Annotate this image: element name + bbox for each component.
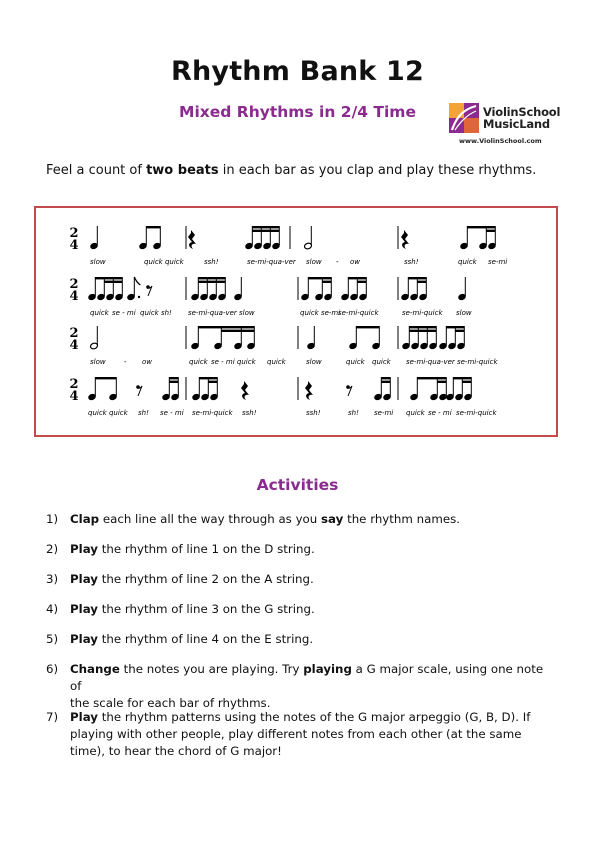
rhythm-notation (36, 208, 556, 435)
intro-text: Feel a count of two beats in each bar as you clap and play these rhythms. (46, 163, 537, 178)
note-beam (252, 226, 279, 228)
activity-number: 1) (46, 512, 59, 526)
note-beam (221, 330, 241, 332)
page-subtitle: Mixed Rhythms in 2/4 Time (179, 103, 416, 121)
note-beam (467, 226, 495, 228)
note-beam (486, 230, 495, 232)
rhythm-label: quick (406, 409, 425, 417)
rhythm-label: slow (306, 358, 322, 366)
note-beam (381, 381, 390, 383)
rhythm-label: slow (90, 258, 106, 266)
rhythm-label: se-mi (374, 409, 394, 417)
quarter-rest (401, 230, 409, 249)
note-beam (409, 330, 436, 332)
note-beam (198, 326, 254, 328)
quarter-rest (241, 381, 249, 400)
note-beam (199, 377, 217, 379)
note-beam (409, 326, 436, 328)
note-beam (169, 377, 178, 379)
violinschool-logo-icon (449, 103, 479, 133)
note-beam (417, 281, 426, 283)
rhythm-label: quick (346, 358, 365, 366)
rhythm-label: se-mi-quick (456, 409, 497, 417)
note-beam (322, 281, 331, 283)
note-beam (357, 281, 366, 283)
rhythm-label: quick (458, 258, 477, 266)
rhythm-label: ssh! (306, 409, 321, 417)
activity-number: 3) (46, 572, 59, 586)
rhythm-label: quick (267, 358, 286, 366)
activity-text: Change the notes you are playing. Try playing a G major scale, using one note of the scale for each bar of rhythms. (70, 662, 544, 710)
rhythm-label: quick (90, 309, 109, 317)
note-beam (241, 330, 254, 332)
time-signature-top: 2 (69, 326, 79, 341)
rhythm-label: sh! (138, 409, 149, 417)
time-signature-bottom: 4 (69, 338, 79, 353)
note-beam (381, 377, 390, 379)
rhythm-label: slow (456, 309, 472, 317)
note-flag (134, 277, 140, 285)
note-beam (356, 326, 379, 328)
rhythm-label: se-mi (488, 258, 508, 266)
rhythm-label: ow (350, 258, 361, 266)
rhythm-label: se - mi (428, 409, 452, 417)
activity-text: Play the rhythm patterns using the notes of the G major arpeggio (G, B, D). If playing with other people, play different notes from each other (at the same time), to hear the chord of G major! (70, 710, 531, 758)
time-signature-bottom: 4 (69, 289, 79, 304)
logo-url: www.ViolinSchool.com (459, 137, 542, 145)
note-beam (95, 277, 122, 279)
time-signature-bottom: 4 (69, 238, 79, 253)
dot (138, 296, 140, 298)
time-signature-top: 2 (69, 277, 79, 292)
rhythm-label: - (124, 358, 127, 366)
activity-text: Clap each line all the way through as you say the rhythm names. (70, 512, 460, 526)
rhythm-label: ssh! (404, 258, 419, 266)
page-title: Rhythm Bank 12 (170, 56, 425, 87)
rhythm-label: quick (372, 358, 391, 366)
activity-text: Play the rhythm of line 4 on the E string. (70, 632, 314, 646)
note-beam (348, 277, 366, 279)
rhythm-label: sh! (348, 409, 359, 417)
time-signature-top: 2 (69, 226, 79, 241)
time-signature-bottom: 4 (69, 389, 79, 404)
note-beam (453, 377, 471, 379)
note-beam (104, 281, 122, 283)
quarter-rest (188, 230, 196, 249)
note-beam (417, 377, 446, 379)
activity-number: 2) (46, 542, 59, 556)
logo-wordmark: ViolinSchool MusicLand (483, 105, 561, 131)
rhythm-label: slow (306, 258, 322, 266)
rhythm-label: quick quick (144, 258, 184, 266)
activity-number: 6) (46, 662, 59, 676)
rhythm-label: se-mi-qua-ver (406, 358, 455, 366)
rhythm-label: quick quick (88, 409, 128, 417)
rhythm-score (34, 206, 558, 437)
activity-number: 4) (46, 602, 59, 616)
activity-text: Play the rhythm of line 1 on the D string. (70, 542, 315, 556)
note-beam (198, 277, 225, 279)
rhythm-label: slow (90, 358, 106, 366)
rhythm-label: se-mi-quick (192, 409, 233, 417)
rhythm-label: quick (189, 358, 208, 366)
time-signature-top: 2 (69, 377, 79, 392)
note-beam (308, 277, 331, 279)
rhythm-label: quick sh! (140, 309, 172, 317)
note-beam (408, 277, 426, 279)
rhythm-label: ssh! (204, 258, 219, 266)
note-beam (446, 326, 464, 328)
note-beam (455, 330, 464, 332)
activity-text: Play the rhythm of line 3 on the G string. (70, 602, 315, 616)
rhythm-label: ow (142, 358, 153, 366)
rhythm-label: se - mi (112, 309, 136, 317)
rhythm-label: se-mi-qua-ver (247, 258, 296, 266)
note-beam (462, 381, 471, 383)
rhythm-label: se-mi-quick (338, 309, 379, 317)
rhythm-label: se - mi (160, 409, 184, 417)
rhythm-label: quick se-mi (300, 309, 341, 317)
rhythm-label: - (336, 258, 339, 266)
rhythm-label: se-mi-qua-ver slow (188, 309, 255, 317)
note-beam (95, 377, 116, 379)
rhythm-label: se-mi-quick (457, 358, 498, 366)
note-beam (437, 381, 446, 383)
activities-heading: Activities (256, 476, 339, 494)
rhythm-label: ssh! (242, 409, 257, 417)
note-beam (146, 226, 160, 228)
activity-number: 7) (46, 710, 59, 724)
activity-number: 5) (46, 632, 59, 646)
rhythm-label: se-mi-quick (402, 309, 443, 317)
note-beam (208, 381, 217, 383)
note-beam (169, 381, 178, 383)
activity-text: Play the rhythm of line 2 on the A string. (70, 572, 314, 586)
note-beam (252, 230, 279, 232)
quarter-rest (305, 381, 313, 400)
note-beam (198, 281, 225, 283)
rhythm-label: se - mi quick (211, 358, 256, 366)
